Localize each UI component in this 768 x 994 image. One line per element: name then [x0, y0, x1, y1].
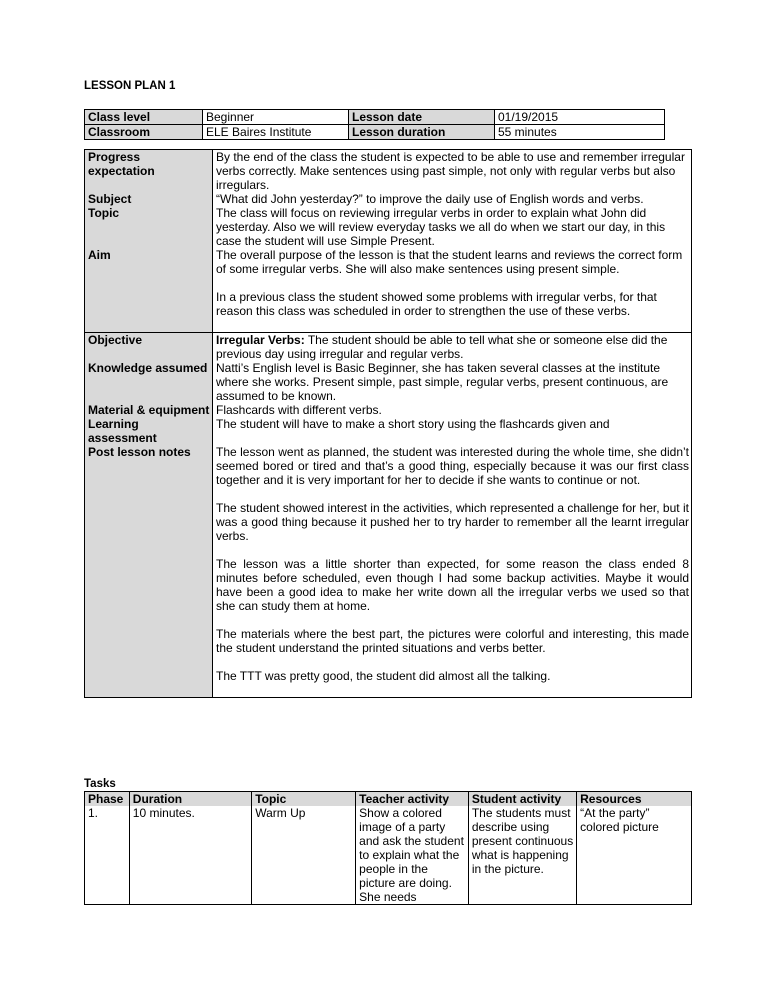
tasks-table [84, 791, 692, 905]
tasks-heading: Tasks [84, 778, 116, 790]
lesson-duration-value: 55 minutes [495, 125, 665, 140]
post-notes-label: Post lesson notes [85, 445, 213, 698]
post-notes-paragraph-3: The lesson was a little shorter than expected, for some reason the class ended 8 minutes before scheduled, even though I had some backup activities. Maybe it would have been a good idea to make her write down all the irregular verbs we used so that she can study them at home. [216, 557, 689, 613]
post-notes-paragraph-4: The materials where the best part, the pictures were colorful and interesting, this made the student understand the printed situations and verbs better. [216, 627, 689, 655]
post-notes-paragraph-5: The TTT was pretty good, the student did almost all the talking. [216, 669, 551, 683]
subject-label: Subject [85, 192, 213, 206]
class-level-label: Class level [85, 110, 203, 125]
aim-value [213, 248, 692, 333]
col-student-activity: Student activity [468, 792, 576, 807]
progress-label: Progress expectation [85, 150, 213, 193]
class-level-value: Beginner [203, 110, 349, 125]
classroom-label: Classroom [85, 125, 203, 140]
assessment-value: The student will have to make a short story using the flashcards given and [213, 417, 692, 445]
material-value: Flashcards with different verbs. [213, 403, 692, 417]
post-notes-paragraph-1: The lesson went as planned, the student was interested during the whole time, she didn’t seemed bored or tired and that’s a good thing, especially because it was our first class together and it is very important for her to decide if she wants to continue or not. [216, 445, 689, 487]
objective-heading: Irregular Verbs: [216, 333, 305, 347]
knowledge-value: Natti’s English level is Basic Beginner, she has taken several classes at the institute where she works. Present simple, past simple, regular verbs, present continuous, are assumed to be known. [213, 361, 692, 403]
topic-value: The class will focus on reviewing irregular verbs in order to explain what John did yesterday. Also we will review everyday tasks we all do when we start our day, in this case the student will use Simple Present. [213, 206, 692, 248]
col-duration: Duration [129, 792, 251, 807]
cell-topic: Warm Up [252, 806, 356, 905]
objective-value [213, 333, 692, 362]
lesson-header-table [84, 109, 665, 140]
table-row [85, 806, 692, 905]
objective-label: Objective [85, 333, 213, 362]
lesson-duration-label: Lesson duration [349, 125, 495, 140]
progress-value: By the end of the class the student is expected to be able to use and remember irregular verbs correctly. Make sentences using past simple, not only with regular verbs but also irregulars. [213, 150, 692, 193]
page-title: LESSON PLAN 1 [84, 80, 176, 92]
lesson-date-label: Lesson date [349, 110, 495, 125]
cell-student-activity: The students must describe using present continuous what is happening in the picture. [468, 806, 576, 905]
col-topic: Topic [252, 792, 356, 807]
subject-value: “What did John yesterday?” to improve the daily use of English words and verbs. [213, 192, 692, 206]
cell-phase: 1. [85, 806, 130, 905]
aim-paragraph-2: In a previous class the student showed some problems with irregular verbs, for that reason this class was scheduled in order to strengthen the use of these verbs. [216, 290, 657, 318]
post-notes-value [213, 445, 692, 698]
cell-resources: “At the party” colored picture [577, 806, 692, 905]
post-notes-paragraph-2: The student showed interest in the activities, which represented a challenge for her, but it was a good thing because it pushed her to try harder to remember all the learnt irregular verbs. [216, 501, 689, 543]
tasks-header-row [85, 792, 692, 807]
topic-label: Topic [85, 206, 213, 248]
col-phase: Phase [85, 792, 130, 807]
aim-label: Aim [85, 248, 213, 333]
objective-text: The student should be able to tell what she or someone else did the previous day using irregular and regular verbs. [216, 333, 668, 361]
classroom-value: ELE Baires Institute [203, 125, 349, 140]
knowledge-label: Knowledge assumed [85, 361, 213, 403]
assessment-label: Learning assessment [85, 417, 213, 445]
lesson-info-table [84, 149, 692, 698]
material-label: Material & equipment [85, 403, 213, 417]
cell-duration: 10 minutes. [129, 806, 251, 905]
cell-teacher-activity: Show a colored image of a party and ask the student to explain what the people in the picture are doing. She needs [356, 806, 469, 905]
lesson-date-value: 01/19/2015 [495, 110, 665, 125]
aim-paragraph-1: The overall purpose of the lesson is that the student learns and reviews the correct form of some irregular verbs. She will also make sentences using present simple. [216, 248, 683, 276]
col-resources: Resources [577, 792, 692, 807]
col-teacher-activity: Teacher activity [356, 792, 469, 807]
